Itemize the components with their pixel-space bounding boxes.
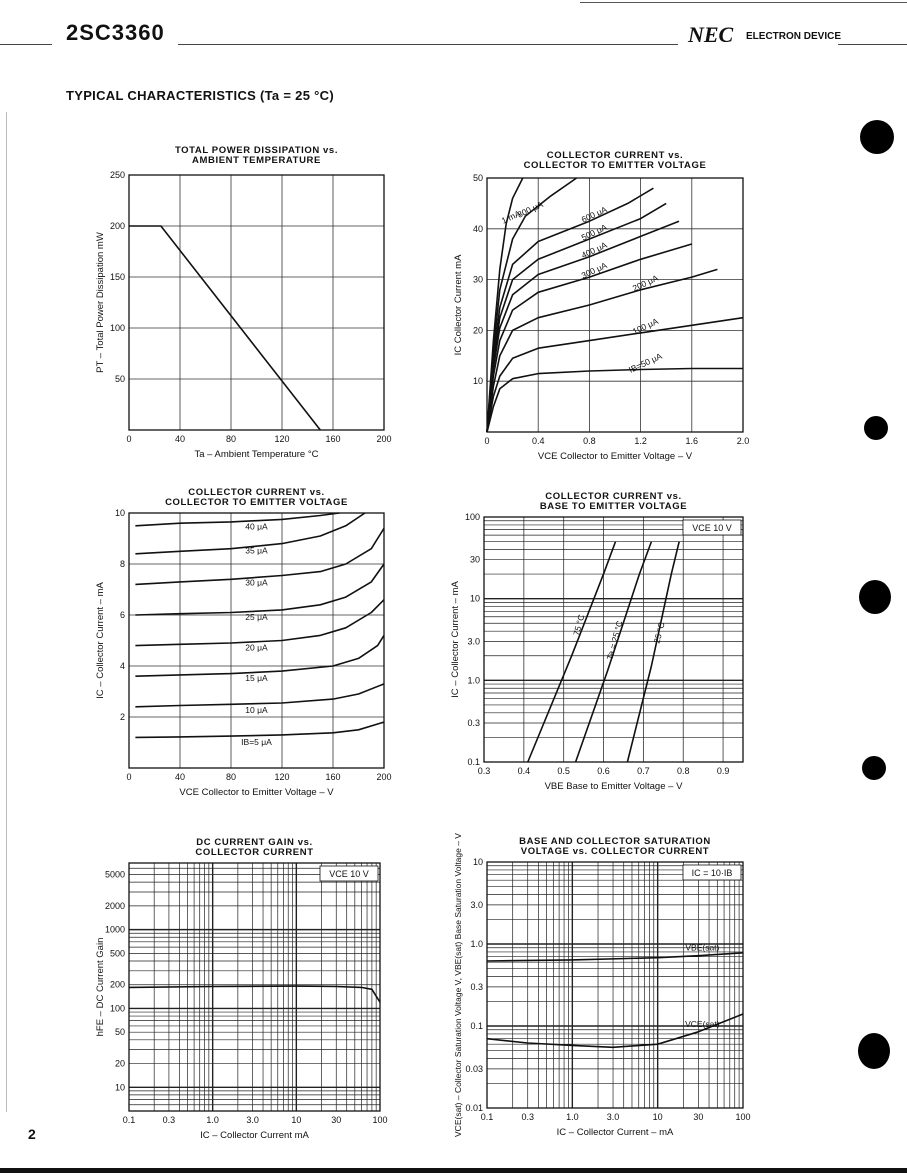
y-tick-label: 50 xyxy=(472,173,483,183)
series-label: 15 μA xyxy=(245,673,268,684)
series-line xyxy=(129,986,380,1002)
series-label: 25 μA xyxy=(245,611,268,622)
y-tick-label: 10 xyxy=(472,376,483,387)
x-tick-label: 0.3 xyxy=(521,1112,534,1122)
y-tick-label: 30 xyxy=(472,274,483,285)
x-tick-label: 100 xyxy=(735,1112,751,1122)
series-label: 800 μA xyxy=(515,199,545,220)
series-line xyxy=(487,369,743,433)
y-tick-label: 1000 xyxy=(104,924,125,935)
x-tick-label: 0.8 xyxy=(676,766,690,776)
chart-title-line: COLLECTOR CURRENT vs. xyxy=(188,487,325,498)
y-axis-label: IC Collector Current mA xyxy=(453,254,464,356)
y-tick-label: 4 xyxy=(119,661,125,671)
condition-label: VCE 10 V xyxy=(692,523,732,533)
brand-logo: NEC xyxy=(688,22,734,47)
series-label: 100 μA xyxy=(630,315,660,337)
x-axis-label: IC – Collector Current – mA xyxy=(556,1127,674,1138)
x-tick-label: 1.6 xyxy=(685,436,699,446)
x-tick-label: 0.4 xyxy=(531,436,545,446)
series-label: VCE(sat) xyxy=(685,1018,720,1029)
chart-title-line: COLLECTOR TO EMITTER VOLTAGE xyxy=(523,160,707,171)
series-label: 20 μA xyxy=(245,642,268,653)
y-tick-label: 100 xyxy=(464,512,480,522)
y-tick-label: 1.0 xyxy=(467,675,480,686)
x-tick-label: 0.7 xyxy=(637,766,650,776)
x-tick-label: 0.9 xyxy=(716,766,730,776)
x-tick-label: 0.3 xyxy=(477,766,491,776)
y-tick-label: 6 xyxy=(119,610,125,620)
y-tick-label: 2000 xyxy=(104,900,125,911)
series-label: 35 μA xyxy=(245,545,268,556)
series-line xyxy=(135,513,339,526)
x-tick-label: 40 xyxy=(174,772,186,782)
y-tick-label: 8 xyxy=(119,559,125,569)
y-axis-label: VCE(sat) – Collector Saturation Voltage V, VBE(sat) Base Saturation Voltage – V xyxy=(453,833,463,1137)
x-tick-label: 30 xyxy=(331,1115,342,1125)
chart-title-line: DC CURRENT GAIN vs. xyxy=(196,837,313,848)
chart-title-line: BASE AND COLLECTOR SATURATION xyxy=(519,836,711,847)
series-label: 500 μA xyxy=(579,221,609,243)
y-tick-label: 200 xyxy=(109,979,125,990)
series-label: IB=50 μA xyxy=(627,350,664,375)
x-tick-label: 100 xyxy=(372,1115,388,1125)
chart-title-line: COLLECTOR TO EMITTER VOLTAGE xyxy=(165,497,348,508)
x-tick-label: 160 xyxy=(325,434,341,444)
plot-frame xyxy=(487,862,743,1108)
y-axis-label: IC – Collector Current – mA xyxy=(450,581,461,698)
y-tick-label: 20 xyxy=(114,1058,125,1069)
x-tick-label: 0.5 xyxy=(557,766,570,776)
x-tick-label: 0 xyxy=(126,772,132,782)
y-tick-label: 40 xyxy=(472,223,483,234)
series-label: 1 mA xyxy=(499,208,523,226)
y-axis-label: IC – Collector Current – mA xyxy=(95,582,106,699)
page-number: 2 xyxy=(28,1126,36,1142)
y-tick-label: 500 xyxy=(109,948,125,959)
series-label: IB=5 μA xyxy=(241,736,272,747)
chart-title-line: VOLTAGE vs. COLLECTOR CURRENT xyxy=(520,846,710,857)
y-tick-label: 0.03 xyxy=(465,1063,483,1074)
x-tick-label: 1.2 xyxy=(634,436,647,446)
x-tick-label: 120 xyxy=(274,772,290,782)
y-tick-label: 100 xyxy=(109,1003,125,1014)
y-tick-label: 20 xyxy=(472,325,483,336)
plot-frame xyxy=(129,175,384,430)
y-tick-label: 10 xyxy=(472,857,483,867)
series-line xyxy=(487,315,743,432)
series-line xyxy=(528,542,616,762)
series-line xyxy=(627,542,679,762)
part-number: 2SC3360 xyxy=(66,20,165,45)
brand-subtitle: ELECTRON DEVICE xyxy=(746,31,842,42)
series-line xyxy=(135,684,384,707)
x-tick-label: 1.0 xyxy=(566,1112,579,1122)
x-tick-label: 30 xyxy=(693,1112,704,1122)
x-tick-label: 200 xyxy=(376,772,392,782)
x-tick-label: 0.8 xyxy=(583,436,596,446)
condition-label: IC = 10·IB xyxy=(691,868,733,878)
y-tick-label: 150 xyxy=(109,272,125,282)
series-label: VBE(sat) xyxy=(685,942,720,953)
x-tick-label: 120 xyxy=(274,434,290,444)
series-label: 600 μA xyxy=(579,204,609,225)
series-label: 40 μA xyxy=(245,521,268,532)
section-title: TYPICAL CHARACTERISTICS (Ta = 25 °C) xyxy=(66,88,334,103)
y-tick-label: 200 xyxy=(109,221,125,231)
y-tick-label: 0.3 xyxy=(467,718,480,729)
x-tick-label: 3.0 xyxy=(606,1112,620,1122)
x-tick-label: 3.0 xyxy=(246,1115,259,1125)
x-axis-label: Ta – Ambient Temperature °C xyxy=(194,449,319,460)
x-tick-label: 0.3 xyxy=(162,1115,176,1125)
x-tick-label: 80 xyxy=(225,772,237,782)
chart-title-line: BASE TO EMITTER VOLTAGE xyxy=(539,501,688,512)
y-tick-label: 0.3 xyxy=(470,981,483,992)
x-axis-label: VCE Collector to Emitter Voltage – V xyxy=(179,787,334,798)
x-tick-label: 200 xyxy=(376,434,392,444)
chart-title-line: TOTAL POWER DISSIPATION vs. xyxy=(174,145,339,156)
x-axis-label: IC – Collector Current mA xyxy=(200,1130,309,1141)
x-tick-label: 0 xyxy=(126,434,132,444)
x-tick-label: 0.1 xyxy=(122,1115,136,1125)
y-tick-label: 30 xyxy=(469,554,480,565)
y-tick-label: 0.1 xyxy=(467,757,480,767)
series-line xyxy=(487,269,717,432)
x-tick-label: 0.4 xyxy=(517,766,531,776)
condition-label: VCE 10 V xyxy=(329,869,369,879)
series-line xyxy=(135,528,384,584)
y-tick-label: 50 xyxy=(114,1027,125,1038)
y-tick-label: 1.0 xyxy=(470,939,483,949)
x-tick-label: 1.0 xyxy=(206,1115,219,1125)
y-tick-label: 0.1 xyxy=(470,1021,483,1031)
x-tick-label: 0.6 xyxy=(597,766,610,776)
y-tick-label: 3.0 xyxy=(470,899,483,910)
x-axis-label: VBE Base to Emitter Voltage – V xyxy=(544,781,683,792)
chart-title-line: COLLECTOR CURRENT xyxy=(195,847,314,858)
x-tick-label: 10 xyxy=(652,1112,663,1122)
y-tick-label: 50 xyxy=(114,374,125,384)
chart-title-line: COLLECTOR CURRENT vs. xyxy=(546,150,684,161)
y-tick-label: 2 xyxy=(119,712,125,722)
series-label: Ta = 25 °C xyxy=(604,619,625,661)
x-tick-label: 0 xyxy=(484,436,490,446)
series-label: 10 μA xyxy=(245,704,268,715)
series-line xyxy=(135,722,384,737)
series-line xyxy=(135,600,384,646)
series-label: 300 μA xyxy=(579,260,609,281)
x-tick-label: 10 xyxy=(291,1115,302,1125)
y-tick-label: 100 xyxy=(109,323,125,333)
y-tick-label: 10 xyxy=(114,508,125,518)
y-axis-label: PT – Total Power Dissipation mW xyxy=(95,232,106,373)
y-tick-label: 10 xyxy=(469,593,480,604)
series-label: 200 μA xyxy=(630,272,660,294)
series-label: 30 μA xyxy=(245,577,268,588)
x-tick-label: 0.1 xyxy=(480,1112,494,1122)
y-tick-label: 0.01 xyxy=(465,1103,483,1113)
series-label: 75 °C xyxy=(571,613,587,637)
y-tick-label: 3.0 xyxy=(467,636,480,647)
x-tick-label: 80 xyxy=(225,434,237,444)
y-tick-label: 5000 xyxy=(104,869,125,880)
series-label: −25 °C xyxy=(650,621,667,650)
series-label: 400 μA xyxy=(579,239,609,261)
series-line xyxy=(135,564,384,615)
x-tick-label: 2.0 xyxy=(736,436,750,446)
x-tick-label: 40 xyxy=(174,434,186,444)
y-axis-label: hFE – DC Current Gain xyxy=(95,937,106,1037)
chart-title-line: COLLECTOR CURRENT vs. xyxy=(545,491,682,502)
y-tick-label: 250 xyxy=(109,170,125,180)
x-tick-label: 160 xyxy=(325,772,341,782)
y-tick-label: 10 xyxy=(114,1082,125,1093)
x-axis-label: VCE Collector to Emitter Voltage – V xyxy=(537,451,693,462)
chart-title-line: AMBIENT TEMPERATURE xyxy=(192,155,321,166)
